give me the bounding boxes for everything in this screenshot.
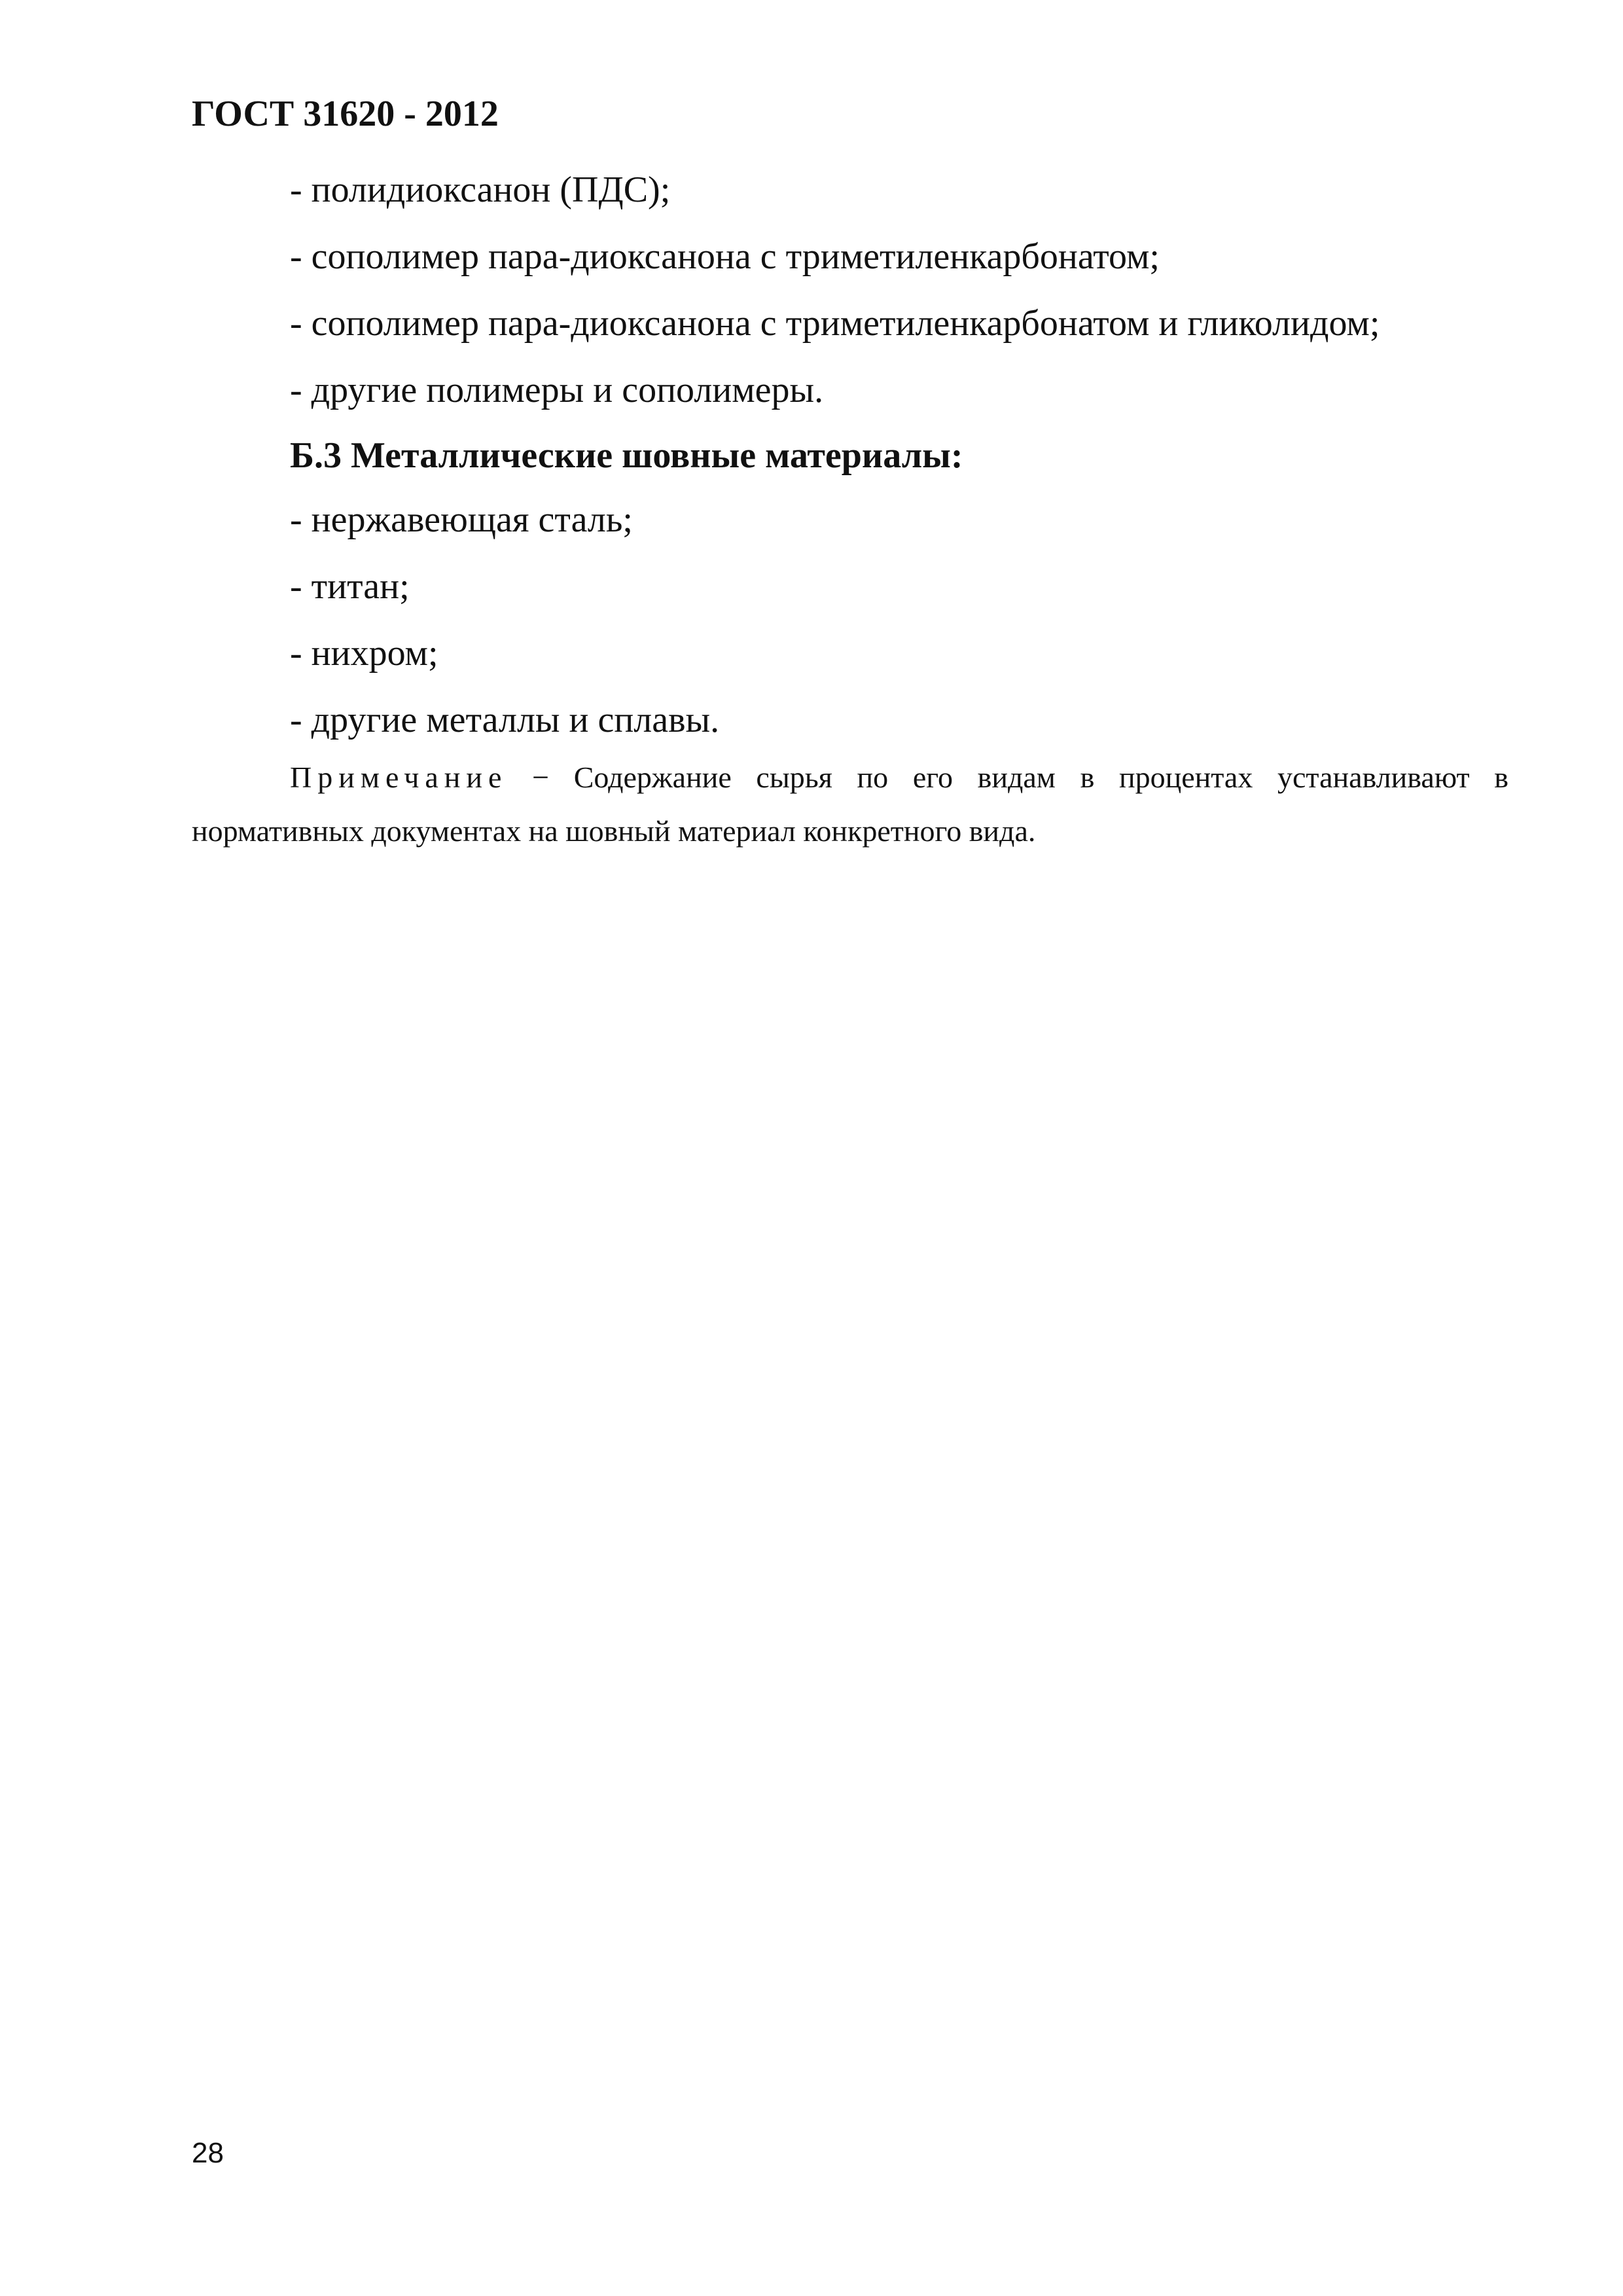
list-item: - нержавеющая сталь; [290, 499, 633, 540]
note-first-line [290, 762, 1508, 793]
list-item: - нихром; [290, 633, 438, 673]
list-item: - другие полимеры и сополимеры. [290, 370, 824, 410]
list-item: - сополимер пара-диоксанона с триметиленкарбонатом и гликолидом; [290, 303, 1380, 344]
note-label: Примечание [290, 761, 508, 794]
list-item: - титан; [290, 566, 410, 607]
document-header: ГОСТ 31620 - 2012 [192, 94, 499, 134]
note-text: − Содержание сырья по его видам в процентах устанавливают в [532, 761, 1508, 794]
note-second-line: нормативных документах на шовный материал конкретного вида. [192, 814, 1036, 848]
list-item: - другие металлы и сплавы. [290, 700, 720, 740]
page-number: 28 [192, 2137, 224, 2169]
section-heading: Б.3 Металлические шовные материалы: [290, 435, 963, 476]
list-item: - сополимер пара-диоксанона с триметиленкарбонатом; [290, 236, 1160, 277]
list-item: - полидиоксанон (ПДС); [290, 170, 671, 210]
